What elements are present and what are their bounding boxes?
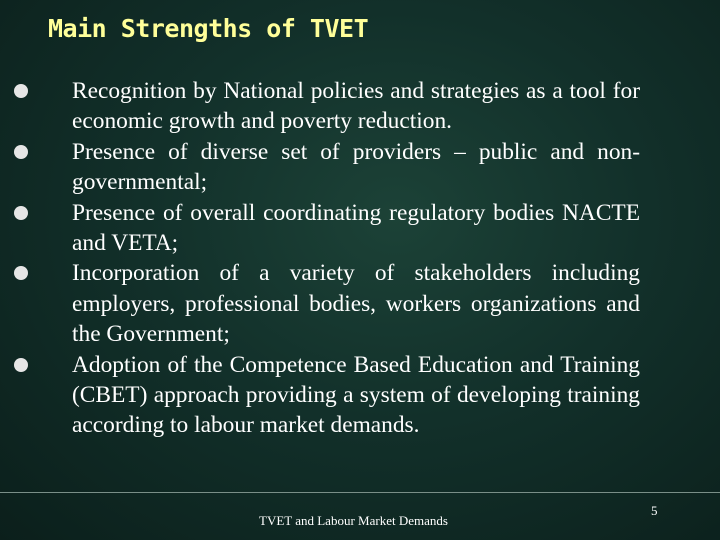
- bullet-item: [14, 137, 640, 198]
- footer-divider: [0, 492, 720, 493]
- slide-title: Main Strengths of TVET: [48, 14, 369, 43]
- bullet-dot-icon: [14, 358, 28, 372]
- bullet-dot-icon: [14, 206, 28, 220]
- bullet-text: Recognition by National policies and strategies as a tool for economic growth and poverty reduction.: [72, 78, 640, 135]
- footer-text: TVET and Labour Market Demands: [259, 513, 448, 528]
- bullet-text: Presence of diverse set of providers – public and non-governmental;: [72, 138, 640, 196]
- bullet-dot-icon: [14, 266, 28, 280]
- bullet-text: Adoption of the Competence Based Education and Training (CBET) approach providing a system of developing training according to labour market demands.: [72, 351, 640, 439]
- bullet-dot-icon: [14, 145, 28, 159]
- page-number: 5: [651, 503, 658, 518]
- bullet-list: [14, 76, 640, 441]
- bullet-dot-icon: [14, 84, 28, 98]
- bullet-text: Presence of overall coordinating regulatory bodies NACTE and VETA;: [72, 199, 640, 257]
- bullet-item: [14, 198, 640, 259]
- bullet-text: Incorporation of a variety of stakeholders including employers, professional bodies, workers organizations and the Government;: [72, 260, 640, 348]
- bullet-item: [14, 76, 640, 137]
- bullet-item: [14, 350, 640, 441]
- bullet-item: [14, 258, 640, 349]
